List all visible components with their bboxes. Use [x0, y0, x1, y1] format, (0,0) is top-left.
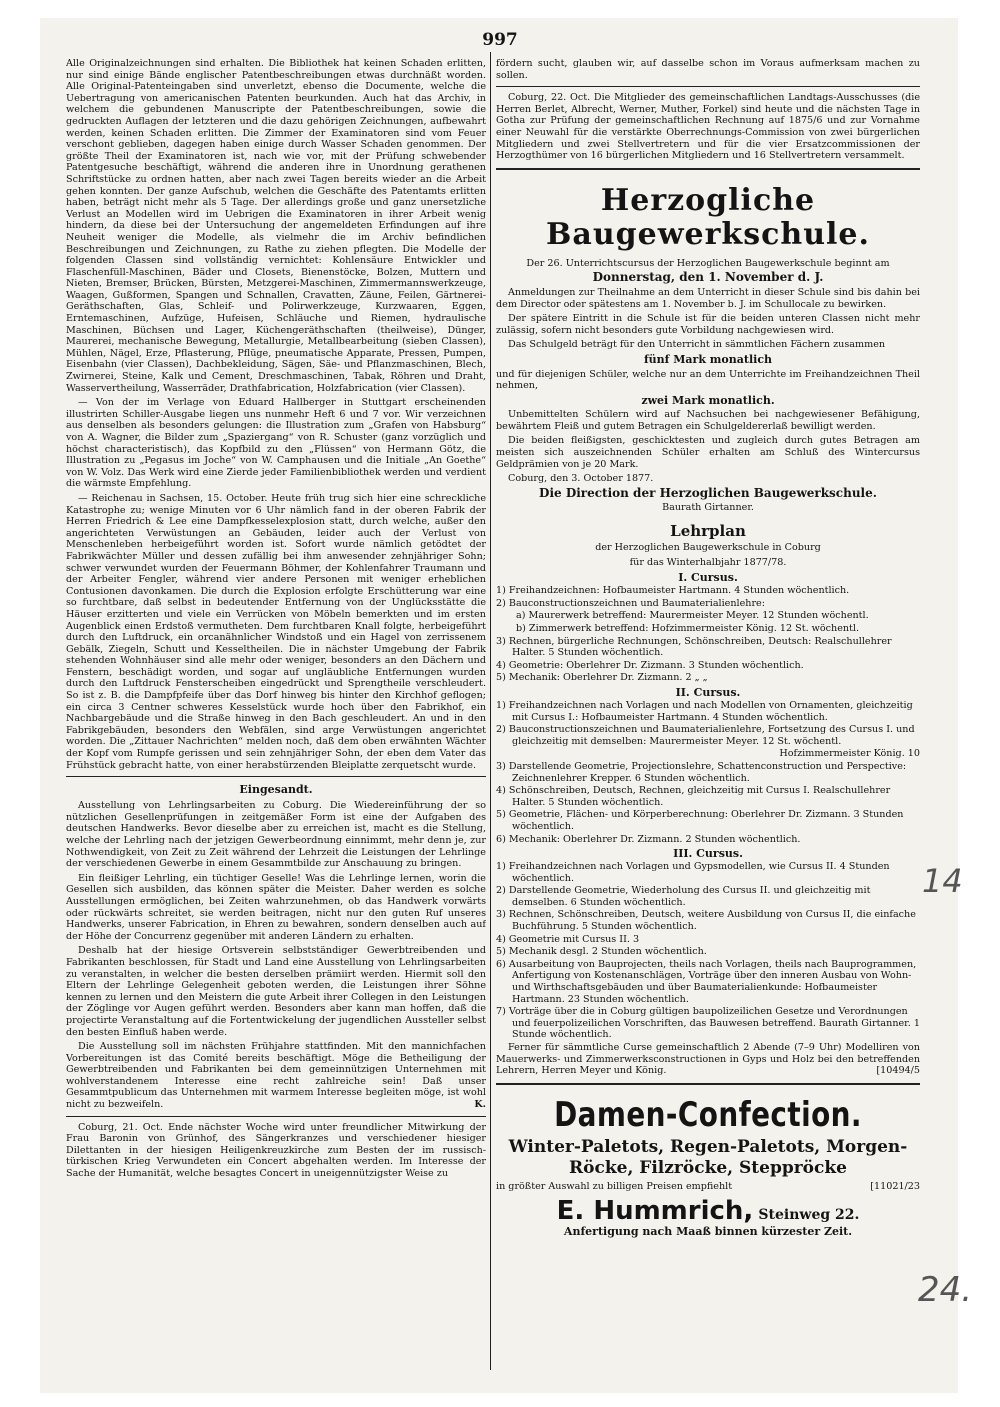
cursus-heading: III. Cursus.	[673, 847, 743, 861]
ad-merchant	[496, 1196, 920, 1226]
cursus-heading: II. Cursus.	[675, 685, 741, 699]
divider	[496, 1083, 920, 1085]
list-item: 4) Geometrie: Oberlehrer Dr. Zizmann. 3 Stunden wöchentlich.	[496, 659, 804, 671]
list-item: 5) Mechanik: Oberlehrer Dr. Zizmann. 2 „ „	[496, 672, 708, 684]
ad-text: Der 26. Unterrichtscursus der Herzoglichen Baugewerkschule beginnt am	[526, 257, 890, 269]
ad-text: Die beiden fleißigsten, geschicktesten und zugleich durch gutes Betragen am meisten sich auszeichnenden Schüler erhalten am Schluß des Wintercursus Geldprämien von je 20 Mark.	[496, 435, 920, 470]
ad-text: Unbemittelten Schülern wird auf Nachsuchen bei nachgewiesener Befähigung, bewährtem Fleiß und gutem Betragen ein Schulgeldererlaß bewilligt werden.	[496, 409, 920, 432]
page-number: 997	[482, 30, 518, 50]
ad-number: [11021/23	[870, 1180, 920, 1192]
ad-title-baugewerkschule: Herzogliche Baugewerkschule.	[546, 182, 870, 252]
footnote-text: Ferner für sämmtliche Curse gemeinschaftlich 2 Abende (7–9 Uhr) Modelliren von Mauerwerks- und Zimmerwerksconstructionen in Gyps und Holz bei den betreffenden Lehrern, Herren Meyer und König.	[496, 1042, 920, 1077]
ad-signature: Die Direction der Herzoglichen Baugewerkschule.	[539, 485, 877, 500]
article-landtags-ausschuss: Coburg, 22. Oct. Die Mitglieder des gemeinschaftlichen Landtags-Ausschusses (die Herren Berlet, Albrecht, Werner, Muther, Forkel) sind heute und die nächsten Tage in Gotha zur Prüfung der gemeinschaftlichen Rechnung auf 1875/6 und zur Vornahme einer Neuwahl für die verstärkte Oberrechnungs-Commission von zwei bürgerlichen Mitgliedern und zwei Stellvertretern und für die vier Ersatzcommissionen der Herzogthümer von 16 bürgerlichen Mitgliedern und 16 Stellvertretern versammelt.	[496, 92, 920, 162]
section-eingesandt: Eingesandt.	[239, 783, 313, 797]
right-column	[496, 58, 920, 1368]
list-item: 1) Freihandzeichnen nach Vorlagen und nach Modellen von Ornamenten, gleichzeitig mit Cursus I.: Hofbaumeister Hartmann. 4 Stunden wöchentlich.	[496, 699, 913, 723]
article-patent-office: Alle Originalzeichnungen sind erhalten. Die Bibliothek hat keinen Schaden erlitten, nur sind einige Bände englischer Patentbeschreibungen etwas durchnäßt worden. Alle Original-Patenteingaben sind unverletzt, ebenso die Documente, welche die Uebertragung von americanischen Patenten beurkunden. Auch hat das Archiv, in welchem die gebundenen Manuscripte der Patentbeschreibungen, sowie die gedruckten Auflagen der letzteren und die dazu gehörigen Zeichnungen, aufbewahrt werden, keinen Schaden erlitten. Die Zimmer der Examinatoren sind vom Feuer verschont geblieben, dagegen haben einige durch Wasser Schaden genommen. Der größte Theil der Examinatoren ist, nach wie vor, mit der Prüfung schwebender Patentgesuche beschäftigt, während die anderen ihre in Unordnung gerathenen Schriftstücke zu ordnen hatten, aber nach zwei Tagen bereits wieder an die Arbeit gehen konnten. Der ganze Aufschub, welchen die Geschäfte des Patentamts erlitten haben, beträgt nicht mehr als 5 Tage. Der allerdings große und ganz unersetzliche Verlust an Modellen wird im Uebrigen die Examinatoren in ihrer Arbeit wenig hindern, da diese bei der Untersuchung der angemeldeten Erfindungen auf ihre Neuheit weniger die Modelle, als vielmehr die im Archiv befindlichen Beschreibungen und Zeichnungen, zu Rathe zu ziehen pflegten. Die Modelle der folgenden Classen sind vollständig vernichtet: Kohlensäure Entwickler und Flaschenfüll-Maschinen, Bäder und Closets, Bienenstöcke, Bolzen, Muttern und Nieten, Bremser, Brücken, Bürsten, Metzgerei-Maschinen, Zimmermannswerkzeuge, Waagen, Gußformen, Spangen und Schnallen, Cravatten, Zäune, Feilen, Gärtnerei-Geräthschaften, Glas, Schleif- und Polirwerkzeuge, Kurzwaaren, Eggen, Erntemaschinen, Aufzüge, Hufeisen, Schläuche und Riemen, hydraulische Maschinen, Büchsen und Lager, Küchengeräthschaften (theilweise), Dünger, Maurerei, mechanische Bewegung, Metallurgie, Metallbearbeitung (sieben Classen), Mühlen, Nägel, Erze, Pflasterung, Pflüge, pneumatische Apparate, Pressen, Pumpen, Eisenbahn (vier Classen), Dachbekleidung, Sägen, Säe- und Pflanzmaschinen, Blech, Zwirnerei, Steine, Kalk und Cement, Dreschmaschinen, Tabak, Röhren und Draht, Wasservertheilung, Wasserräder, Drathfabrication, Holzfabrication (vier Classen).	[66, 58, 486, 394]
ad-subtext: in größter Auswahl zu billigen Preisen empfiehlt	[496, 1180, 733, 1192]
article-coburg-concert: Coburg, 21. Oct. Ende nächster Woche wird unter freundlicher Mitwirkung der Frau Baronin von Grünhof, des Sängerkranzes und verschiedener hiesiger Dilettanten in der hiesigen Heiligenkreuzkirche zum Besten der im russisch-türkischen Krieg Verwundeten ein Concert abgehalten werden. Im Interesse der Sache der Humanität, welche besagtes Concert in uneigennützigster Weise zu	[66, 1121, 486, 1180]
handwritten-mark: 14	[922, 862, 963, 900]
ad-fee: zwei Mark monatlich.	[641, 393, 775, 407]
lehrplan-subtitle: der Herzoglichen Baugewerkschule in Coburg	[595, 542, 821, 554]
paragraph-text: Die Ausstellung soll im nächsten Frühjahre stattfinden. Mit den mannichfachen Vorbereitungen ist das Comité bereits beschäftigt. Möge die Betheiligung der Gewerbtreibenden und Fabrikanten bei dem gemeinnützigen Unternehmen mit wohlverstandenem Interesse eine recht zahlreiche sein! Daß unser Gesammtpublicum das Unternehmen mit warmem Interesse begleiten möge, ist wohl nicht zu bezweifeln.	[66, 1041, 486, 1111]
article-lehrlingsausstellung-4	[66, 1041, 486, 1111]
list-item: Hofzimmermeister König. 10	[779, 748, 920, 760]
list-item: 2) Bauconstructionszeichnen und Baumaterialienlehre:	[496, 597, 765, 609]
list-item: 6) Ausarbeitung von Bauprojecten, theils nach Vorlagen, theils nach Bauprogrammen, Anfertigung von Kostenanschlägen, Vorträge über den inneren Ausbau von Wohn- und Wirthschaftsgebäuden und über Baumaterialienkunde: Hofbaumeister Hartmann. 23 Stunden wöchentlich.	[496, 958, 917, 1005]
list-item: 2) Darstellende Geometrie, Wiederholung des Cursus II. und gleichzeitig mit demselben. 6 Stunden wöchentlich.	[496, 885, 871, 908]
list-item: 3) Darstellende Geometrie, Projectionslehre, Schattenconstruction und Perspective: Zeichnenlehrer Krepper. 6 Stunden wöchentlich.	[496, 760, 907, 784]
divider	[496, 168, 920, 170]
ad-text: Anmeldungen zur Theilnahme an dem Unterricht in dieser Schule sind bis dahin bei dem Director oder spätestens am 1. November b. J. im Schullocale zu bewirken.	[496, 286, 920, 310]
list-item: 7) Vorträge über die in Coburg gültigen baupolizeilichen Gesetze und Verordnungen und feuerpolizeilichen Vorschriften, das Bauwesen betreffend. Baurath Girtanner. 1 Stunde wöchentlich.	[496, 1006, 920, 1041]
list-item: 5) Geometrie, Flächen- und Körperberechnung: Oberlehrer Dr. Zizmann. 3 Stunden wöchentlich.	[496, 809, 904, 832]
list-item: 5) Mechanik desgl. 2 Stunden wöchentlich.	[496, 946, 707, 958]
article-schiller-edition: — Von der im Verlage von Eduard Hallberger in Stuttgart erscheinenden illustrirten Schiller-Ausgabe liegen uns nunmehr Heft 6 und 7 vor. Wir verzeichnen aus denselben als besonders gelungen: die Illustration zum „Grafen von Habsburg“ von A. Wagner, die Bilder zum „Spaziergang“ von R. Schuster (ganz vorzüglich und höchst characteristisch), das Kopfbild zu den „Flüssen“ von Hermann Götz, die Illustration zu „Pegasus im Joche“ von W. Camphausen und die Initiale „An Goethe“ von W. Volz. Das Werk wird eine Zierde jeder Familienbibliothek werden und verdient die wärmste Empfehlung.	[66, 397, 486, 490]
list-item: 1) Freihandzeichnen nach Vorlagen und Gypsmodellen, wie Cursus II. 4 Stunden wöchentlich.	[496, 861, 890, 884]
list-item: 2) Bauconstructionszeichnen und Baumaterialienlehre, Fortsetzung des Cursus I. und gleichzeitig mit demselben: Maurermeister Meyer. 12 St. wöchentl.	[496, 724, 915, 747]
cursus-list	[496, 700, 920, 845]
list-item: 4) Schönschreiben, Deutsch, Rechnen, gleichzeitig mit Cursus I. Realschullehrer Halter. 5 Stunden wöchentlich.	[496, 785, 891, 808]
divider	[496, 86, 920, 87]
list-item: 6) Mechanik: Oberlehrer Dr. Zizmann. 2 Stunden wöchentlich.	[496, 833, 801, 845]
article-lehrlingsausstellung: Ausstellung von Lehrlingsarbeiten zu Coburg. Die Wiedereinführung der so nützlichen Gesellenprüfungen in zeitgemäßer Form ist eine der Aufgaben des deutschen Handwerks. Bevor dieselbe aber zu erreichen ist, macht es die Stellung, welche der Lehrling nach der jetzigen Gewerbeordnung einnimmt, mehr denn je, zur Nothwendigkeit, von Zeit zu Zeit während der Lehrzeit die Leistungen der Lehrlinge der verschiedenen Gewerbe in einem Gesammtbilde zur Anschauung zu bringen.	[66, 800, 486, 870]
merchant-name: E. Hummrich,	[556, 1196, 754, 1227]
article-reichenau-explosion: — Reichenau in Sachsen, 15. October. Heute früh trug sich hier eine schreckliche Katastrophe zu; wenige Minuten vor 6 Uhr nämlich fand in der oberen Fabrik der Herren Friedrich & Lee eine Dampfkesselexplosion statt, durch welche, außer den angerichteten Verwüstungen an Gebäuden, leider auch der Verlust von Menschenleben herbeigeführt worden ist. Sofort wurde nämlich getödtet der Fabrikwächter Müller und dessen zufällig bei ihm anwesender zehnjähriger Sohn; schwer verwundet wurden der Feuermann Böhmer, der Kohlenfahrer Traumann und der Arbeiter Fengler, während vier andere Personen mit weniger erheblichen Contusionen davonkamen. Die durch die Explosion erfolgte Erschütterung war eine so furchtbare, daß selbst in bedeutender Entfernung von der Unglücksstätte die Häuser erzitterten und viele ein Verrücken von Möbeln bemerkten und im ersten Augenblick einen Erdstoß vermutheten. Dem furchtbaren Knall folgte, herbeigeführt durch den Luftdruck, ein orcanähnlicher Windstoß und ein Hagel von zerrissenem Gebälk, Ziegeln, Schutt und Kesseltheilen. Die in nächster Umgebung der Fabrik stehenden Wohnhäuser sind alle mehr oder weniger, besonders an den Dächern und Fenstern, beschädigt worden, und sogar auf ungläubliche Entfernungen wurden durch den Luftdruck Fensterscheiben eingedrückt und Sprengtheile verschleudert. So ist z. B. die Dampfpfeife über das Dorf hinweg bis hinter den Kirchhof geflogen; ein circa 3 Centner schweres Kesselstück wurde hoch über den Fabrikhof, ein Nachbargebäude und die Straße hinweg in den Bach geschleudert. An und in den Fabrikgebäuden, besonders den Webfälen, sind arge Verwüstungen angerichtet worden. Die „Zittauer Nachrichten“ melden noch, daß dem oben erwähnten Wächter der Kopf vom Rumpfe gerissen und sein zehnjähriger Sohn, der eben dem Vater das Frühstück gebracht hatte, von einer herabstürzenden Bleiplatte zerquetscht wurde.	[66, 492, 486, 771]
list-item: 3) Rechnen, Schönschreiben, Deutsch, weitere Ausbildung von Cursus II, die einfache Buchführung. 5 Stunden wöchentlich.	[496, 909, 916, 933]
ad-number: [10494/5	[876, 1065, 920, 1077]
cursus-list	[496, 585, 920, 684]
article-lehrlingsausstellung-2: Ein fleißiger Lehrling, ein tüchtiger Geselle! Was die Lehrlinge lernen, worin die Gesellen sich ausbilden, das können später die Meister. Daher werden es solche Ausstellungen ermöglichen, bei Zeiten wahrzunehmen, ob das Handwerk vorwärts oder rückwärts schreitet, sie werden beitragen, nicht nur den guten Ruf unseres Handwerks, unserer Fabrication, in Ehren zu bewahren, sondern denselben auch auf der Höhe der Concurrenz gegenüber mit anderen Ländern zu erhalten.	[66, 872, 486, 942]
ad-text: und für diejenigen Schüler, welche nur an dem Unterrichte im Freihandzeichnen Theil nehmen,	[496, 368, 920, 392]
ad-title-damen-confection: Damen-Confection.	[554, 1094, 862, 1135]
list-item: b) Zimmerwerk betreffend: Hofzimmermeister König. 12 St. wöchentl.	[516, 623, 860, 634]
cursus-heading: I. Cursus.	[678, 571, 738, 585]
ad-tagline: Anfertigung nach Maaß binnen kürzester Zeit.	[563, 1225, 853, 1239]
handwritten-mark: 24.	[918, 1270, 973, 1310]
ad-dateline: Coburg, den 3. October 1877.	[508, 473, 654, 485]
list-item: 4) Geometrie mit Cursus II. 3	[496, 933, 640, 945]
list-item: 1) Freihandzeichnen: Hofbaumeister Hartmann. 4 Stunden wöchentlich.	[496, 585, 850, 597]
ad-text: Der spätere Eintritt in die Schule ist für die beiden unteren Classen nicht mehr zulässig, sofern nicht besonders gute Vorbildung nachgewiesen wird.	[496, 313, 920, 336]
divider	[66, 776, 486, 777]
lehrplan-title: Lehrplan	[670, 522, 746, 541]
article-continuation: fördern sucht, glauben wir, auf dasselbe schon im Voraus aufmerksam machen zu sollen.	[496, 58, 920, 81]
list-item: 3) Rechnen, bürgerliche Rechnungen, Schönschreiben, Deutsch: Realschullehrer Halter. 5 Stunden wöchentlich.	[496, 635, 892, 659]
divider	[66, 1116, 486, 1117]
lehrplan-subtitle: für das Winterhalbjahr 1877/78.	[629, 556, 787, 568]
column-divider	[490, 52, 491, 1370]
signature: K.	[474, 1099, 486, 1111]
ad-signature-name: Baurath Girtanner.	[662, 502, 754, 514]
ad-text	[496, 1181, 920, 1193]
article-lehrlingsausstellung-3: Deshalb hat der hiesige Ortsverein selbstständiger Gewerbtreibenden und Fabrikanten beschlossen, für Stadt und Land eine Ausstellung von Lehrlingsarbeiten zu veranstalten, in welcher die besten derselben prämiirt werden. Hiermit soll den Eltern der Lehrlinge Gelegenheit geboten werden, die Leistungen ihrer Söhne kennen zu lernen und den Meistern die gute Arbeit ihrer Collegen in den Leistungen der Zöglinge vor Augen geführt werden. Besonders aber kann man hoffen, daß die projectirte Veranstaltung auf die Fortentwickelung der jugendlichen Aussteller selbst den besten Einfluß haben werde.	[66, 945, 486, 1038]
left-column	[66, 58, 486, 1368]
ad-text: Das Schulgeld beträgt für den Unterricht in sämmtlichen Fächern zusammen	[508, 339, 886, 351]
ad-date-start: Donnerstag, den 1. November d. J.	[592, 270, 824, 285]
list-item: a) Maurerwerk betreffend: Maurermeister Meyer. 12 Stunden wöchentl.	[516, 610, 869, 622]
ad-winter-items: Winter-Paletots, Regen-Paletots, Morgen-Röcke, Filzröcke, Steppröcke	[508, 1136, 908, 1178]
lehrplan-footnote	[496, 1042, 920, 1077]
merchant-address: Steinweg 22.	[758, 1207, 860, 1224]
ad-fee: fünf Mark monatlich	[643, 352, 773, 366]
cursus-list	[496, 861, 920, 1041]
